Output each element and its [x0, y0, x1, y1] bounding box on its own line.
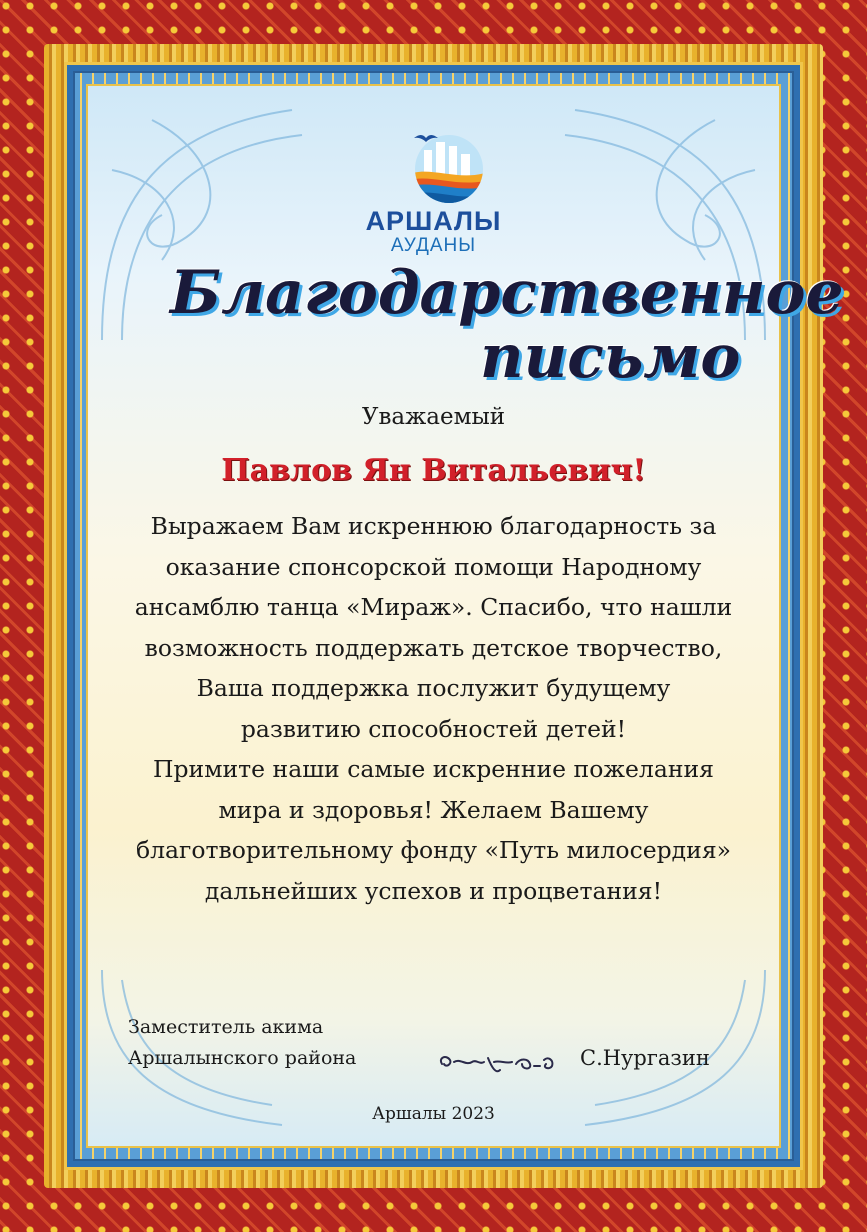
body-line: оказание спонсорской помощи Народному: [165, 552, 702, 581]
signer-name: С.Нургазин: [580, 1046, 710, 1070]
body-line: благотворительному фонду «Путь милосердия»: [135, 836, 732, 864]
body-line: дальнейших успехов и процветания!: [204, 876, 663, 905]
handwritten-signature-icon: [436, 1040, 566, 1080]
heading-line-2: письмо: [480, 322, 741, 392]
heading-line-1: Благодарственное: [170, 258, 844, 328]
place-and-year: Аршалы 2023: [372, 1104, 495, 1124]
body-line: ансамблю танца «Мираж». Спасибо, что нашли: [134, 593, 733, 621]
body-line: возможность поддержать детское творчество,: [144, 633, 723, 662]
signer-position: [128, 1012, 356, 1074]
signer-position-line-1: Заместитель акима: [128, 1016, 324, 1038]
body-line: развитию способностей детей!: [240, 714, 627, 743]
body-line: Ваша поддержка послужит будущему: [196, 674, 671, 702]
body-line: Примите наши самые искренние пожелания: [153, 755, 714, 783]
letter-body: [110, 506, 757, 911]
salutation: Уважаемый: [361, 404, 506, 430]
signer-position-line-2: Аршалынского района: [128, 1047, 357, 1069]
recipient-name: Павлов Ян Витальевич!: [221, 453, 646, 488]
logo-title: АРШАЛЫ: [365, 206, 502, 236]
district-logo-icon: [410, 128, 488, 206]
body-line: мира и здоровья! Желаем Вашему: [218, 795, 649, 824]
logo-subtitle: АУДАНЫ: [390, 235, 477, 256]
body-line: Выражаем Вам искреннюю благодарность за: [150, 512, 717, 540]
